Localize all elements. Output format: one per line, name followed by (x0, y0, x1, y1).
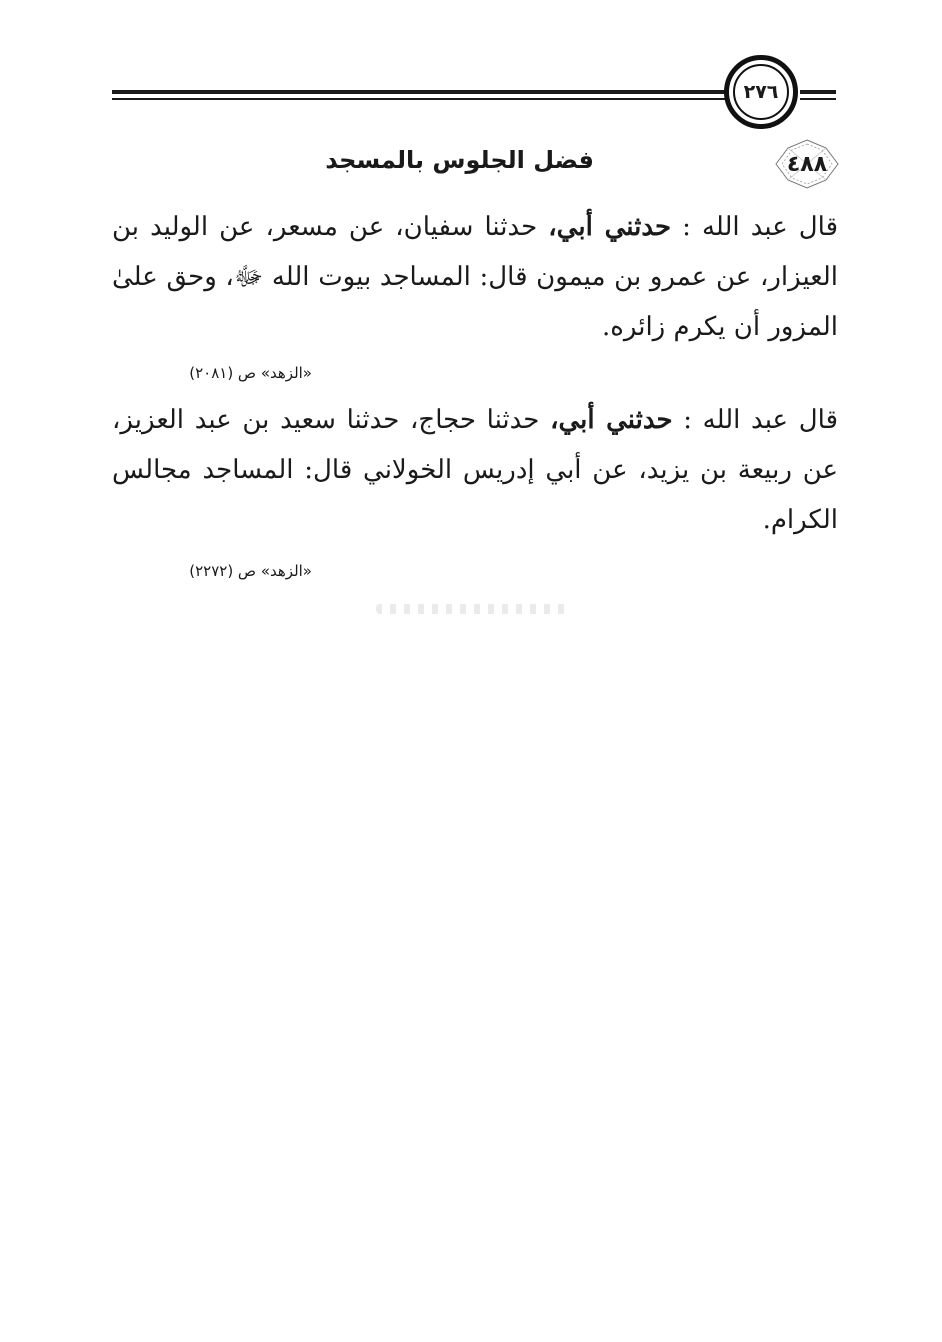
source-citation: «الزهد» ص (٢٢٧٢) (189, 562, 312, 580)
entry-number: ٤٨٨ (786, 151, 828, 177)
header-rule-thin (112, 98, 732, 100)
source-citation: «الزهد» ص (٢٠٨١) (189, 364, 312, 382)
narration-lead: قال عبد الله : (683, 405, 838, 435)
section-heading (112, 138, 840, 190)
page-number: ٢٧٦ (733, 64, 789, 120)
header-rule (112, 90, 732, 94)
narration-text: حدثنا سفيان، عن مسعر، عن الوليد بن العيزار، عن عمرو بن ميمون قال: المساجد بيوت الله ﷻ، وحق علىٰ المزور أن يكرم زائره. (112, 212, 838, 342)
narration-paragraph (112, 395, 838, 545)
narration-paragraph (112, 202, 838, 352)
narration-text: حدثنا حجاج، حدثنا سعيد بن عبد العزيز، عن ربيعة بن يزيد، عن أبي إدريس الخولاني قال: المساجد مجالس الكرام. (112, 405, 838, 535)
entry-number-badge (774, 138, 840, 190)
narration-chain-start: حدثني أبي، (550, 405, 673, 435)
narration-lead: قال عبد الله : (682, 212, 838, 242)
narration-chain-start: حدثني أبي، (548, 212, 672, 242)
header-rule-right-thin (800, 98, 836, 100)
scan-smudge (376, 604, 572, 614)
section-title: فضل الجلوس بالمسجد (325, 146, 594, 174)
page-number-medallion (724, 55, 798, 129)
header-rule-right (800, 90, 836, 94)
